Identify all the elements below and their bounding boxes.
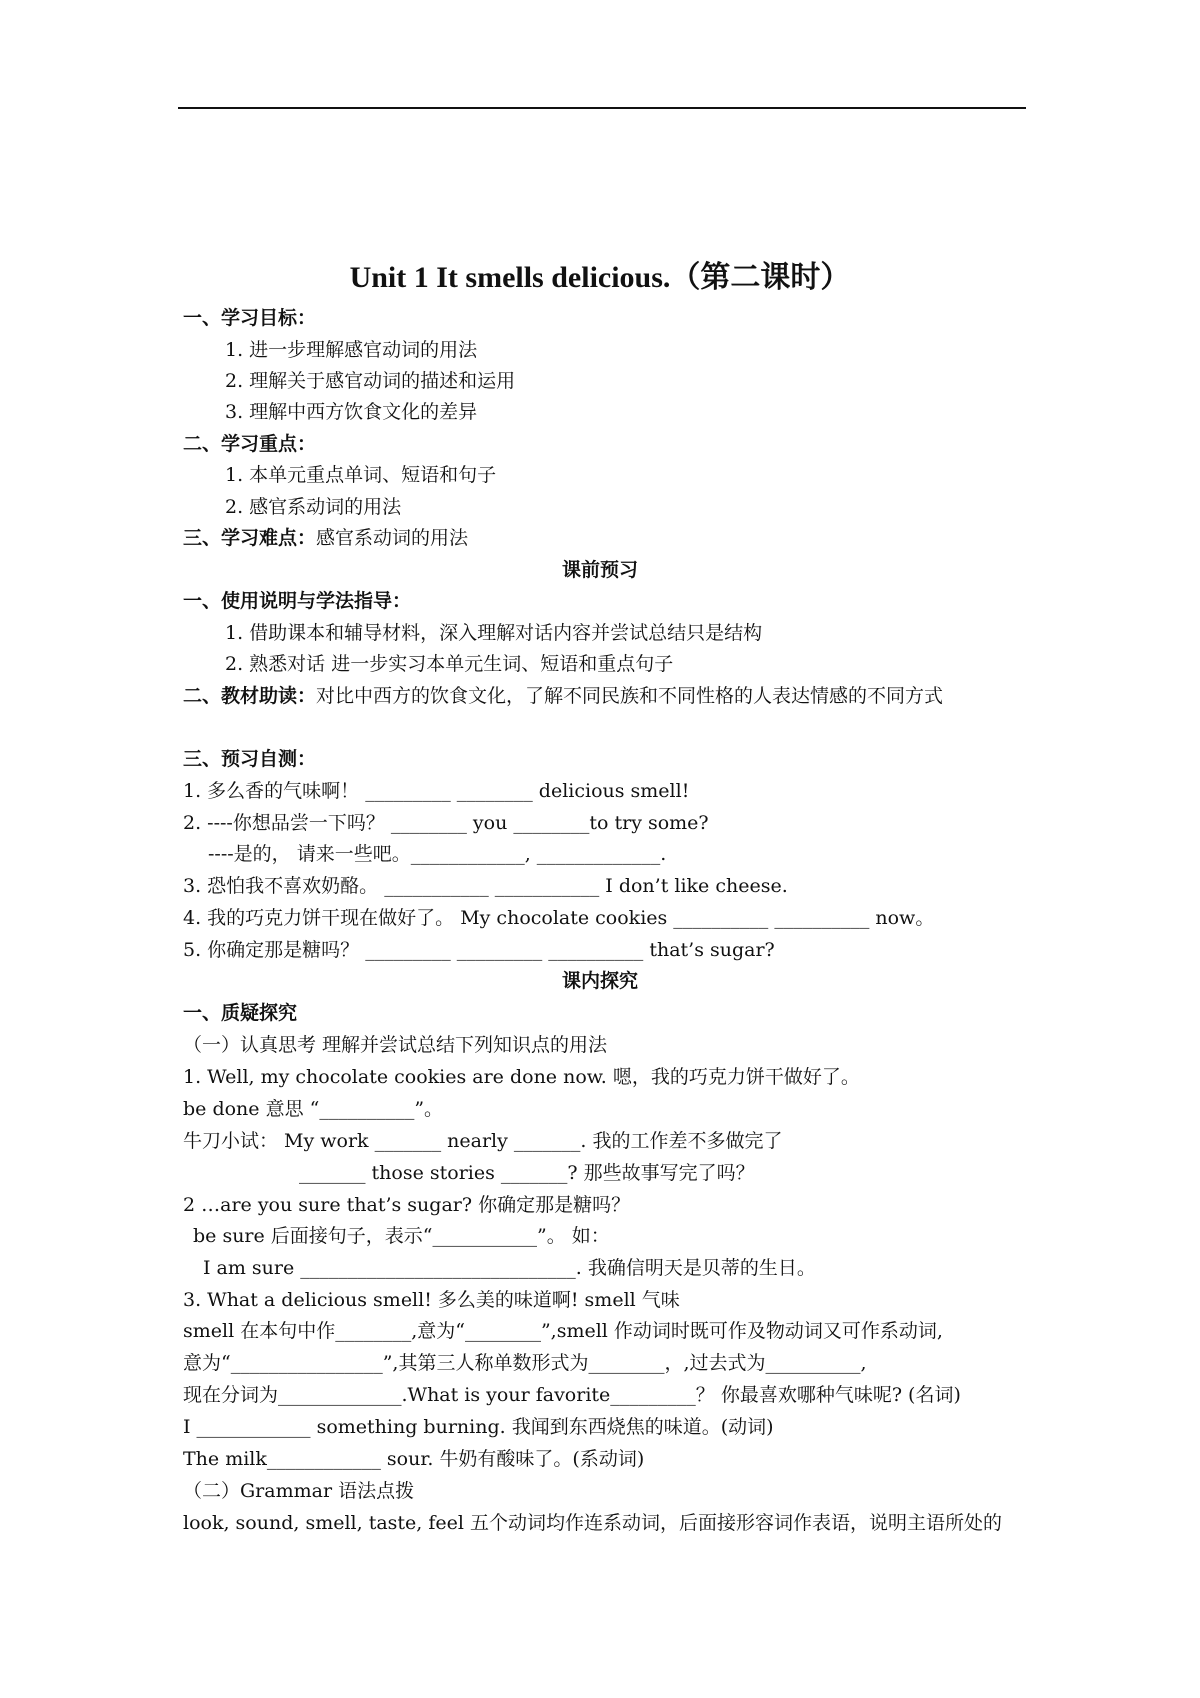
textbook-guide-text: 对比中西方的饮食文化，了解不同民族和不同性格的人表达情感的不同方式 [316,685,944,707]
point-1-practice: 牛刀小试： My work _______ nearly _______. 我的工作差不多做完了 [183,1130,783,1152]
point-2-sentence: 2 …are you sure that’s sugar? 你确定那是糖吗？ [183,1194,631,1216]
grammar-text: look, sound, smell, taste, feel 五个动词均作连系动词，后面接形容词作表语，说明主语所处的 [183,1512,1003,1534]
point-1-practice-2: _______ those stories _______? 那些故事写完了吗？ [299,1162,755,1184]
section-key-points: 二、学习重点： [183,433,317,455]
key-point-1: 1. 本单元重点单词、短语和句子 [225,464,497,486]
self-test-item-3: 3. 恐怕我不喜欢奶酪。 ___________ ___________ I don’t like cheese. [183,875,788,897]
self-test-item-2: 2. ----你想品尝一下吗？ ________ you ________to try some? [183,812,709,834]
textbook-guide-label: 二、教材助读： [183,685,317,707]
section-self-test: 三、预习自测： [183,748,317,770]
section-difficulties [183,525,468,551]
key-point-2: 2. 感官系动词的用法 [225,496,402,518]
section-inquiry: 一、质疑探究 [183,1002,298,1024]
instruction-item-1: 1. 借助课本和辅导材料，深入理解对话内容并尝试总结只是结构 [225,622,763,644]
point-3-line-1: smell 在本句中作________,意为“________”,smell 作动词时既可作及物动词又可作系动词, [183,1320,943,1342]
self-test-item-2b: ----是的， 请来一些吧。____________, _____________. [208,843,667,865]
page-title: Unit 1 It smells delicious.（第二课时） [349,261,851,294]
point-3-line-4: I ____________ something burning. 我闻到东西烧焦的味道。(动词) [183,1416,774,1438]
grammar-subheading: （二）Grammar 语法点拨 [183,1480,415,1502]
heading-preview: 课前预习 [561,559,638,581]
section-instructions: 一、使用说明与学法指导： [183,590,412,612]
inquiry-subheading-1: （一）认真思考 理解并尝试总结下列知识点的用法 [183,1034,608,1056]
point-3-line-2: 意为“________________”,其第三人称单数形式为________，,过去式为__________, [183,1352,867,1374]
header-rule [178,107,1026,109]
point-1-sentence: 1. Well, my chocolate cookies are done now. 嗯，我的巧克力饼干做好了。 [183,1066,860,1088]
goal-item-1: 1. 进一步理解感官动词的用法 [225,339,478,361]
difficulties-label: 三、学习难点： [183,527,317,549]
point-3-sentence: 3. What a delicious smell! 多么美的味道啊! smell 气味 [183,1289,680,1311]
point-1-meaning: be done 意思 “__________”。 [183,1098,444,1120]
heading-in-class: 课内探究 [561,970,638,992]
difficulties-text: 感官系动词的用法 [316,527,469,549]
point-3-line-5: The milk____________ sour. 牛奶有酸味了。(系动词) [183,1448,645,1470]
instruction-item-2: 2. 熟悉对话 进一步实习本单元生词、短语和重点句子 [225,653,674,675]
goal-item-3: 3. 理解中西方饮食文化的差异 [225,401,478,423]
goal-item-2: 2. 理解关于感官动词的描述和运用 [225,370,516,392]
point-2-meaning: be sure 后面接句子，表示“___________”。 如： [193,1225,610,1247]
point-3-line-3: 现在分词为_____________.What is your favorite_________？ 你最喜欢哪种气味呢? (名词) [183,1384,961,1406]
self-test-item-5: 5. 你确定那是糖吗？ _________ _________ __________ that’s sugar? [183,939,775,961]
section-learning-goals: 一、学习目标： [183,307,317,329]
section-textbook-guide [183,681,1023,711]
self-test-item-1: 1. 多么香的气味啊！ _________ ________ delicious smell! [183,780,690,802]
self-test-item-4: 4. 我的巧克力饼干现在做好了。 My chocolate cookies __________ __________ now。 [183,907,935,929]
point-2-example: I am sure _____________________________. 我确信明天是贝蒂的生日。 [203,1257,816,1279]
